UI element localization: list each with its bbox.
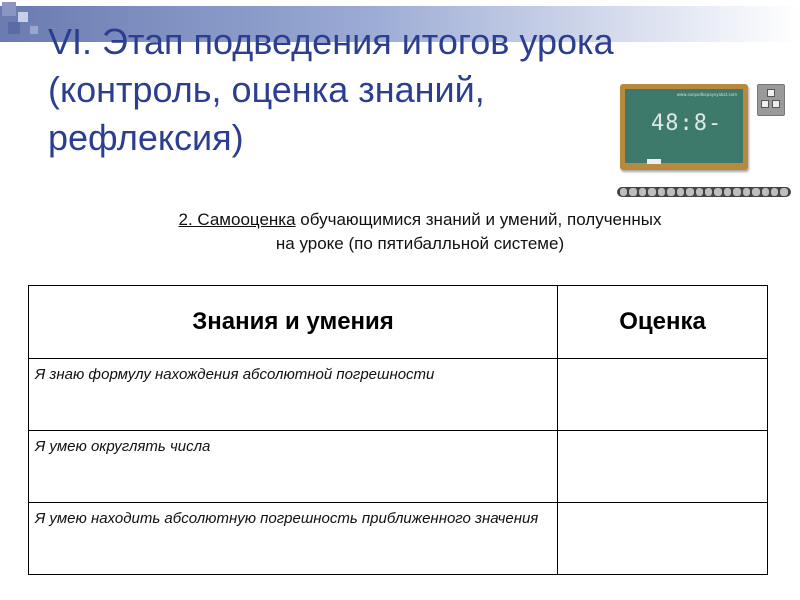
skill-cell: Я умею округлять числа	[29, 431, 558, 503]
table-header-row	[29, 286, 768, 359]
skill-cell: Я умею находить абсолютную погрешность приближенного значения	[29, 503, 558, 575]
grade-cell[interactable]	[558, 431, 768, 503]
table-row	[29, 503, 768, 575]
chalk-icon	[647, 159, 661, 164]
header-grade: Оценка	[558, 286, 768, 359]
timer-display: 48:8-	[651, 111, 723, 136]
page-title	[48, 18, 628, 162]
task-text: обучающимися знаний и умений, полученных	[295, 210, 662, 229]
title-line-1: VI. Этап подведения итогов урока	[48, 21, 614, 62]
table-row	[29, 431, 768, 503]
chalkboard-surface	[625, 89, 743, 163]
title-line-3: рефлексия)	[48, 117, 244, 158]
self-assessment-table	[28, 285, 768, 575]
table-row	[29, 359, 768, 431]
header-skills: Знания и умения	[29, 286, 558, 359]
task-number: 2. Самооценка	[178, 210, 296, 229]
task-text-line-2: на уроке (по пятибалльной системе)	[275, 234, 565, 253]
skill-cell: Я знаю формулу нахождения абсолютной погрешности	[29, 359, 558, 431]
timer-progress-track[interactable]	[617, 187, 791, 197]
timer-control-button[interactable]	[757, 84, 785, 116]
task-description	[70, 208, 770, 256]
title-line-2: (контроль, оценка знаний,	[48, 69, 485, 110]
board-url: www.sanpodkopaysyakat.com	[676, 92, 737, 97]
chalkboard-clock	[620, 84, 748, 170]
grade-cell[interactable]	[558, 359, 768, 431]
grade-cell[interactable]	[558, 503, 768, 575]
